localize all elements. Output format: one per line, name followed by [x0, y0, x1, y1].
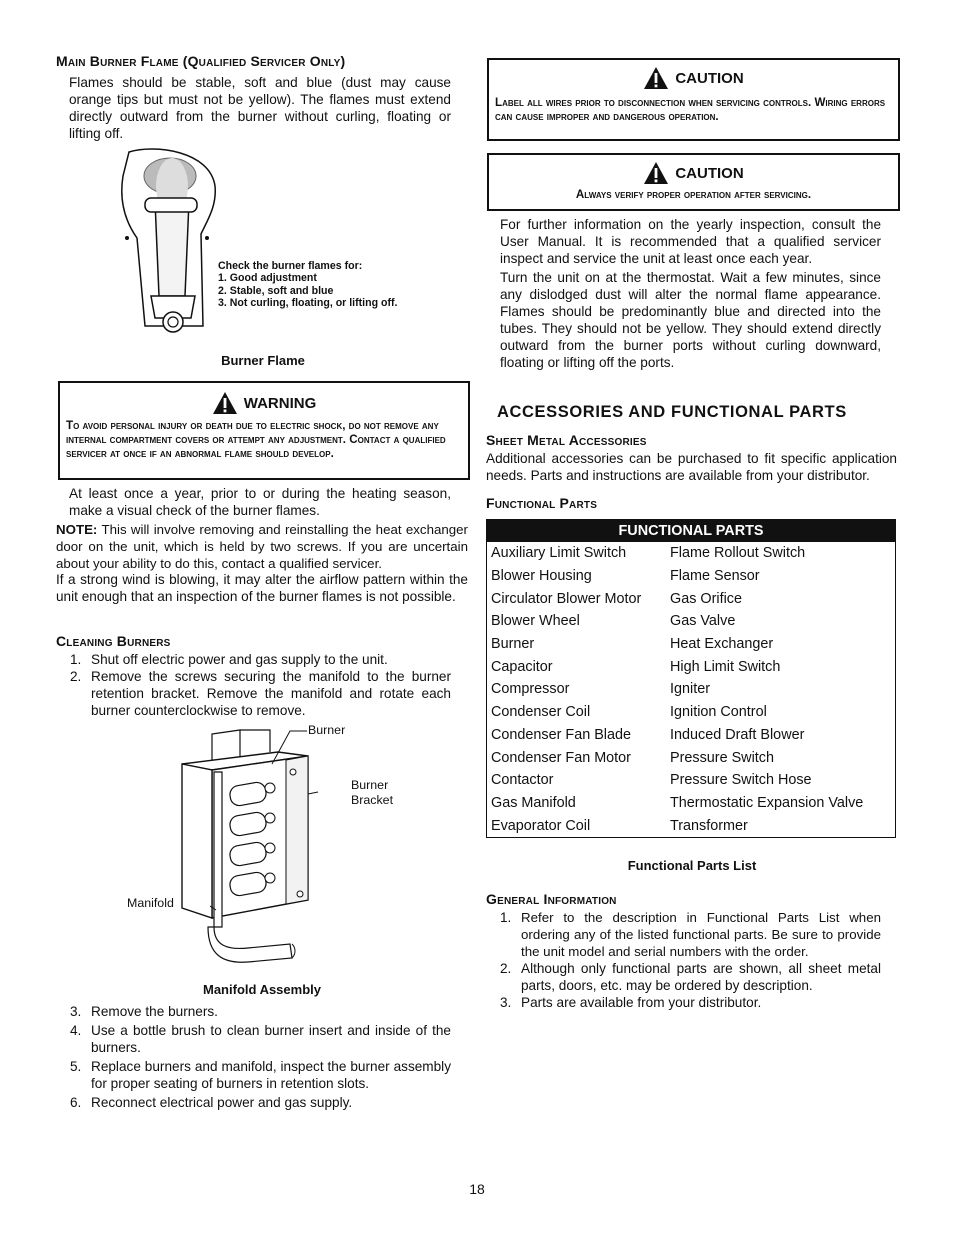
- step-text: Although only functional parts are shown, all sheet metal parts, doors, etc. may be ordered by description.: [521, 961, 881, 993]
- table-row: [487, 769, 895, 792]
- step-number: 2.: [500, 961, 512, 976]
- step-number: 4.: [70, 1023, 82, 1038]
- sheet-metal-text: Additional accessories can be purchased to fit specific application needs. Parts and instructions are available from your distributor.: [486, 451, 897, 483]
- caution-title: CAUTION: [675, 69, 744, 87]
- step-number: 2.: [70, 669, 82, 684]
- table-cell: Flame Rollout Switch: [670, 545, 806, 562]
- note-label: NOTE:: [56, 522, 98, 537]
- cleaning-steps-b: [70, 1003, 451, 1111]
- cleaning-burners-heading: Cleaning Burners: [56, 633, 171, 649]
- table-cell: Gas Manifold: [491, 794, 576, 811]
- note-text: This will involve removing and reinstalling the heat exchanger door on the unit, which is held by two screws. If you are uncertain about your ability to do this, contact a qualified servicer.: [56, 522, 468, 571]
- burner-flame-text: [56, 74, 451, 142]
- inspection-text: [56, 485, 451, 519]
- functional-parts-caption: Functional Parts List: [627, 858, 757, 873]
- caution-title-row: [495, 161, 892, 185]
- table-row: [487, 655, 895, 678]
- step-text: Reconnect electrical power and gas supply.: [91, 1095, 353, 1110]
- inspection-paragraph: At least once a year, prior to or during the heating season, make a visual check of the burner flames.: [69, 486, 451, 518]
- table-row: [487, 633, 895, 656]
- table-cell: Induced Draft Blower: [670, 726, 805, 743]
- burner-bracket-label-line1: Burner: [351, 778, 389, 792]
- table-row: [487, 678, 895, 701]
- table-cell: Condenser Fan Blade: [491, 726, 631, 743]
- caution-title: CAUTION: [675, 164, 744, 182]
- warning-box: [58, 381, 470, 480]
- step-text: Shut off electric power and gas supply to the unit.: [91, 652, 388, 667]
- step-number: 5.: [70, 1059, 82, 1074]
- table-cell: Condenser Coil: [491, 704, 591, 721]
- table-cell: Gas Orifice: [670, 590, 742, 607]
- manifold-label: Manifold: [127, 896, 174, 910]
- table-cell: Compressor: [491, 681, 570, 698]
- table-cell: Contactor: [491, 772, 554, 789]
- table-row: [487, 746, 895, 769]
- table-header: FUNCTIONAL PARTS: [487, 520, 895, 542]
- table-cell: Circulator Blower Motor: [491, 590, 642, 607]
- flame-note-line: Check the burner flames for:: [218, 260, 363, 272]
- cleaning-step: [70, 1022, 451, 1056]
- burner-bracket-label: [351, 778, 393, 808]
- step-number: 3.: [70, 1004, 82, 1019]
- manifold-leader-lines: [210, 726, 330, 916]
- step-text: Remove the burners.: [91, 1004, 218, 1019]
- general-information-heading: General Information: [486, 891, 617, 907]
- table-cell: Evaporator Coil: [491, 817, 591, 834]
- general-step: [500, 994, 881, 1011]
- table-row: [487, 587, 895, 610]
- burner-flame-paragraph: Flames should be stable, soft and blue (dust may cause orange tips but must not be yellow). The flames must extend directly outward from the burner without curling, floating or lifting off.: [69, 75, 451, 141]
- caution-box-verify: [487, 153, 900, 211]
- table-cell: Transformer: [670, 817, 748, 834]
- table-cell: Condenser Fan Motor: [491, 749, 631, 766]
- cleaning-steps-a: [70, 651, 451, 719]
- table-cell: Capacitor: [491, 658, 553, 675]
- table-row: [487, 724, 895, 747]
- step-number: 1.: [500, 910, 512, 925]
- table-row: [487, 792, 895, 815]
- table-row: [487, 701, 895, 724]
- burner-bracket-label-line2: Bracket: [351, 793, 394, 807]
- table-cell: Ignition Control: [670, 704, 767, 721]
- cleaning-step: [70, 1094, 451, 1111]
- burner-label: Burner: [308, 723, 346, 737]
- burner-flame-note: [218, 260, 397, 310]
- cleaning-step: [70, 668, 451, 719]
- cleaning-step: [70, 1003, 451, 1020]
- warning-title-row: [66, 391, 462, 415]
- cleaning-step: [70, 1058, 451, 1092]
- step-text: Replace burners and manifold, inspect the burner assembly for proper seating of burners in retention slots.: [91, 1059, 451, 1091]
- functional-parts-heading: Functional Parts: [486, 495, 598, 511]
- functional-parts-grid: [487, 520, 895, 837]
- table-cell: Gas Valve: [670, 613, 736, 630]
- section-title: ACCESSORIES AND FUNCTIONAL PARTS: [497, 403, 847, 421]
- note-paragraph: [56, 521, 468, 572]
- burner-flame-heading: Main Burner Flame (Qualified Servicer Only): [56, 53, 346, 69]
- general-information-steps: [500, 909, 881, 1011]
- caution-title-row: [495, 66, 892, 90]
- caution-text: Label all wires prior to disconnection when servicing controls. Wiring errors can cause improper and dangerous operation.: [495, 96, 886, 123]
- caution-triangle-icon: [643, 66, 669, 90]
- step-text: Refer to the description in Functional Parts List when ordering any of the listed functional parts. Be sure to provide the unit model and serial numbers with the order.: [521, 910, 881, 959]
- table-cell: Burner: [491, 636, 535, 653]
- burner-flame-caption: Burner Flame: [221, 353, 305, 368]
- general-step: [500, 960, 881, 994]
- flame-note-line: 1. Good adjustment: [218, 272, 317, 285]
- flame-note-line: 3. Not curling, floating, or lifting off.: [218, 297, 398, 310]
- caution-box-wiring: [487, 58, 900, 141]
- step-text: Parts are available from your distributor.: [521, 995, 762, 1010]
- table-cell: Igniter: [670, 681, 710, 698]
- burner-flame-illustration: [115, 146, 220, 336]
- table-cell: Blower Housing: [491, 568, 592, 585]
- step-text: Use a bottle brush to clean burner insert and inside of the burners.: [91, 1023, 451, 1055]
- table-row: [487, 814, 895, 837]
- flame-appearance-text: Turn the unit on at the thermostat. Wait a few minutes, since any dislodged dust will alter the normal flame appearance. Flames should be predominantly blue and directed into the tubes. They should not be yellow. They should extend directly outward from the burner ports without curling downward, floating or lifting off the ports.: [500, 270, 881, 370]
- table-cell: Pressure Switch: [670, 749, 774, 766]
- wind-text: If a strong wind is blowing, it may alter the airflow pattern within the unit enough that an inspection of the burner flames is not possible.: [56, 572, 468, 604]
- table-cell: Auxiliary Limit Switch: [491, 545, 627, 562]
- functional-parts-table: [486, 519, 896, 838]
- cleaning-step: [70, 651, 451, 668]
- step-text: Remove the screws securing the manifold to the burner retention bracket. Remove the manifold and rotate each burner counterclockwise to remove.: [91, 669, 451, 718]
- table-cell: High Limit Switch: [670, 658, 781, 675]
- caution-triangle-icon: [643, 161, 669, 185]
- table-row: [487, 610, 895, 633]
- manifold-assembly-caption: Manifold Assembly: [203, 982, 321, 997]
- warning-title: WARNING: [243, 394, 317, 412]
- table-cell: Pressure Switch Hose: [670, 772, 812, 789]
- step-number: 6.: [70, 1095, 82, 1110]
- general-step: [500, 909, 881, 960]
- sheet-metal-heading: Sheet Metal Accessories: [486, 432, 647, 448]
- table-row: [487, 542, 895, 565]
- yearly-inspection-text: For further information on the yearly inspection, consult the User Manual. It is recommended that a qualified servicer inspect and service the unit at least once each year.: [500, 217, 881, 266]
- step-number: 1.: [70, 652, 82, 667]
- table-cell: Blower Wheel: [491, 613, 580, 630]
- table-cell: Thermostatic Expansion Valve: [670, 794, 864, 811]
- caution-text: Always verify proper operation after servicing.: [575, 188, 812, 201]
- warning-text: To avoid personal injury or death due to electric shock, do not remove any internal compartment covers or attempt any adjustment. Contact a qualified servicer at once if an abnormal flame should develop.: [66, 419, 446, 460]
- table-cell: Flame Sensor: [670, 568, 760, 585]
- warning-triangle-icon: [212, 391, 238, 415]
- page-number: 18: [469, 1181, 485, 1197]
- table-row: [487, 565, 895, 588]
- flame-note-line: 2. Stable, soft and blue: [218, 284, 334, 297]
- step-number: 3.: [500, 995, 512, 1010]
- table-cell: Heat Exchanger: [670, 636, 774, 653]
